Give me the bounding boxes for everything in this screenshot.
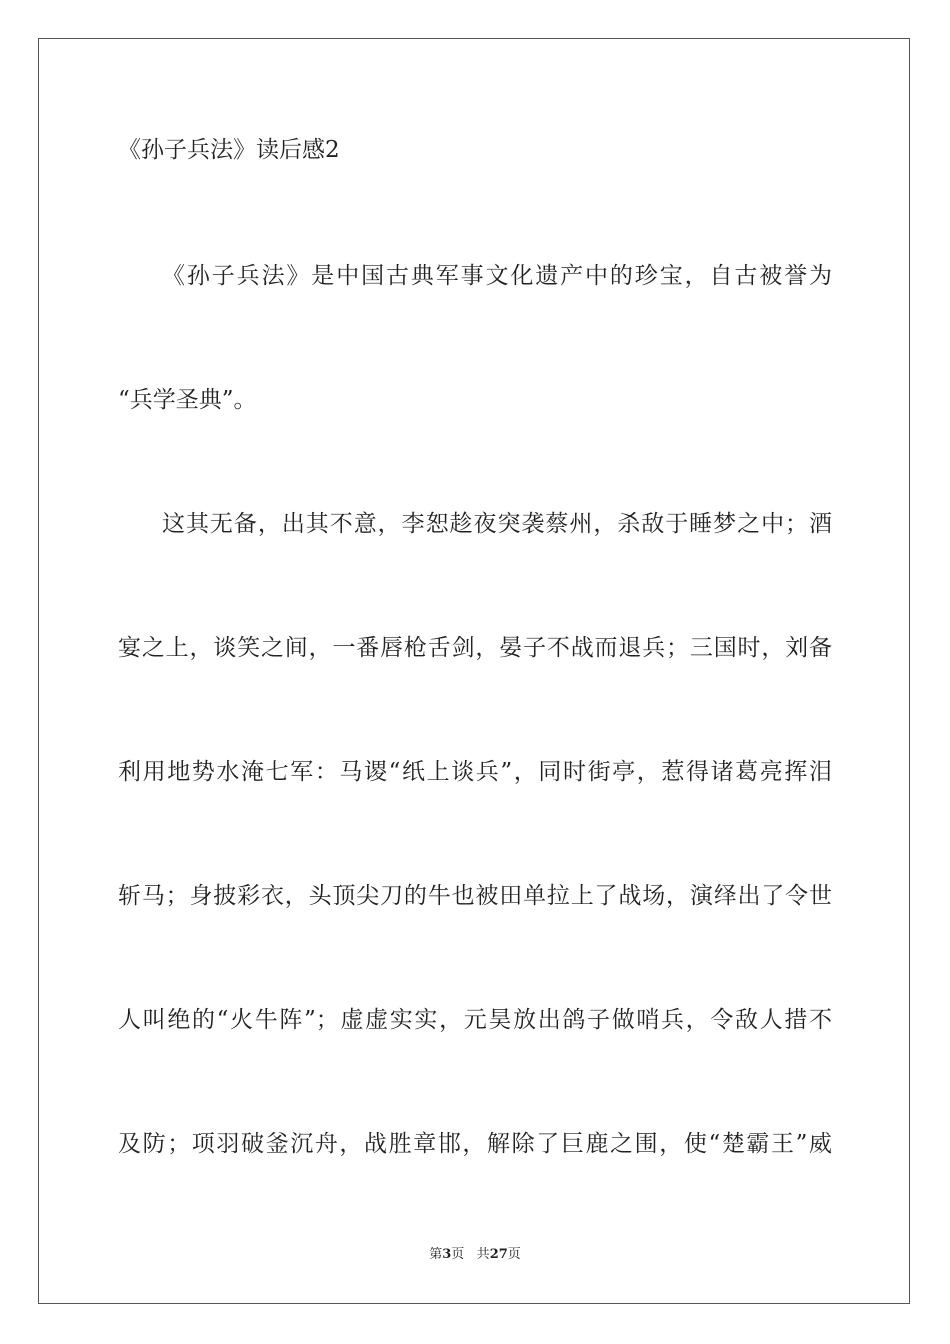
footer-page-prefix: 第 [429, 1247, 443, 1262]
page-footer [0, 1246, 950, 1264]
paragraph-1-line-1: 《孙子兵法》是中国古典军事文化遗产中的珍宝，自古被誉为 [162, 263, 832, 289]
paragraph-2-line-5: 人叫绝的“火牛阵”；虚虚实实，元昊放出鸽子做哨兵，令敌人措不 [118, 1007, 832, 1033]
document-title: 《孙子兵法》读后感2 [118, 137, 340, 163]
paragraph-2-line-1: 这其无备，出其不意，李恕趁夜突袭蔡州，杀敌于睡梦之中；酒 [162, 511, 832, 537]
footer-page-suffix: 页 [451, 1247, 465, 1262]
paragraph-2-line-3: 利用地势水淹七军：马谡“纸上谈兵”，同时街亭，惹得诸葛亮挥泪 [118, 759, 832, 785]
page-border [38, 38, 910, 1304]
paragraph-2-line-6: 及防；项羽破釜沉舟，战胜章邯，解除了巨鹿之围，使“楚霸王”威 [118, 1131, 832, 1157]
paragraph-1-line-2: “兵学圣典”。 [118, 387, 257, 413]
footer-total-pages: 27 [489, 1247, 508, 1262]
footer-total-suffix: 页 [507, 1247, 521, 1262]
paragraph-2-line-4: 斩马；身披彩衣，头顶尖刀的牛也被田单拉上了战场，演绎出了令世 [118, 883, 832, 909]
footer-current-page: 3 [442, 1247, 452, 1262]
footer-total-prefix: 共 [476, 1247, 490, 1262]
paragraph-2-line-2: 宴之上，谈笑之间，一番唇枪舌剑，晏子不战而退兵；三国时，刘备 [118, 635, 832, 661]
